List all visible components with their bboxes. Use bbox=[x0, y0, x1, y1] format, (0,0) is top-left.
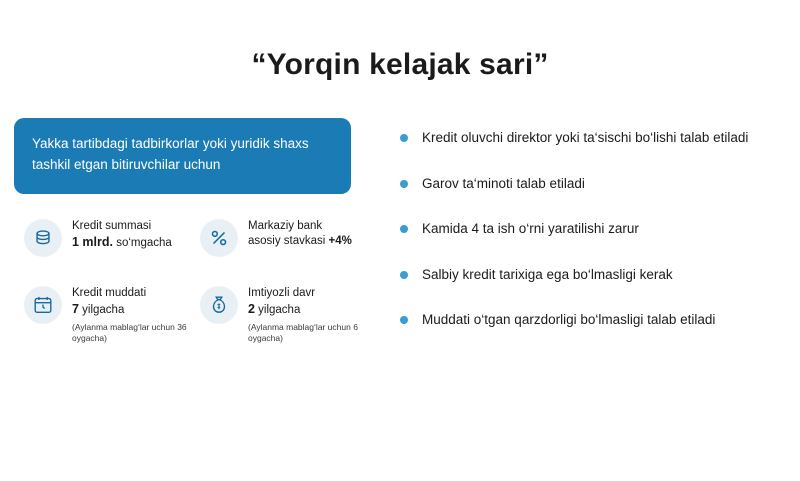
list-item bbox=[400, 310, 790, 330]
bullet-dot-icon bbox=[400, 180, 408, 188]
feature-credit-term bbox=[24, 285, 200, 344]
list-item bbox=[400, 265, 790, 285]
audience-banner: Yakka tartibdagi tadbirkorlar yoki yuridik shaxs tashkil etgan bitiruvchilar uchun bbox=[14, 118, 351, 194]
feature-label: Kredit muddati bbox=[72, 286, 147, 299]
list-item-text: Kredit oluvchi direktor yoki ta‘sischi bo‘lishi talab etiladi bbox=[422, 130, 749, 145]
list-item bbox=[400, 174, 790, 194]
feature-interest-rate-text bbox=[248, 218, 352, 250]
feature-interest-rate bbox=[200, 218, 380, 257]
feature-value: 2 yilgacha bbox=[248, 302, 301, 317]
feature-value: 1 mlrd. so‘mgacha bbox=[72, 235, 172, 250]
left-column bbox=[14, 118, 374, 344]
list-item-text: Salbiy kredit tarixiga ega bo‘lmasligi kerak bbox=[422, 266, 673, 282]
page-title: “Yorqin kelajak sari” bbox=[251, 48, 549, 81]
requirements-list bbox=[400, 128, 790, 330]
feature-note: (Aylanma mablag‘lar uchun 6 oygacha) bbox=[248, 321, 358, 343]
calendar-clock-icon bbox=[24, 286, 62, 324]
feature-note: (Aylanma mablag‘lar uchun 36 oygacha) bbox=[72, 321, 187, 343]
list-item-text: Muddati o‘tgan qarzdorligi bo‘lmasligi talab etiladi bbox=[422, 312, 716, 328]
list-item bbox=[400, 219, 790, 239]
percent-icon bbox=[200, 219, 238, 257]
bullet-dot-icon bbox=[400, 134, 408, 142]
features-grid bbox=[14, 218, 374, 344]
list-item-text: Garov ta‘minoti talab etiladi bbox=[422, 175, 585, 191]
feature-grace-period-text bbox=[248, 285, 380, 344]
feature-label: Markaziy bank bbox=[248, 219, 323, 232]
money-bag-icon bbox=[200, 286, 238, 324]
list-item bbox=[400, 128, 790, 148]
coins-stack-icon bbox=[24, 219, 62, 257]
bullet-dot-icon bbox=[400, 316, 408, 324]
feature-credit-amount-text bbox=[72, 218, 172, 252]
feature-label: Imtiyozli davr bbox=[248, 286, 316, 299]
feature-label: Kredit summasi bbox=[72, 219, 152, 232]
feature-credit-amount bbox=[24, 218, 200, 257]
bullet-dot-icon bbox=[400, 271, 408, 279]
bullet-dot-icon bbox=[400, 225, 408, 233]
feature-value: asosiy stavkasi +4% bbox=[248, 235, 352, 248]
feature-grace-period bbox=[200, 285, 380, 344]
list-item-text: Kamida 4 ta ish o‘rni yaratilishi zarur bbox=[422, 221, 639, 237]
feature-value: 7 yilgacha bbox=[72, 302, 125, 317]
feature-credit-term-text bbox=[72, 285, 200, 344]
